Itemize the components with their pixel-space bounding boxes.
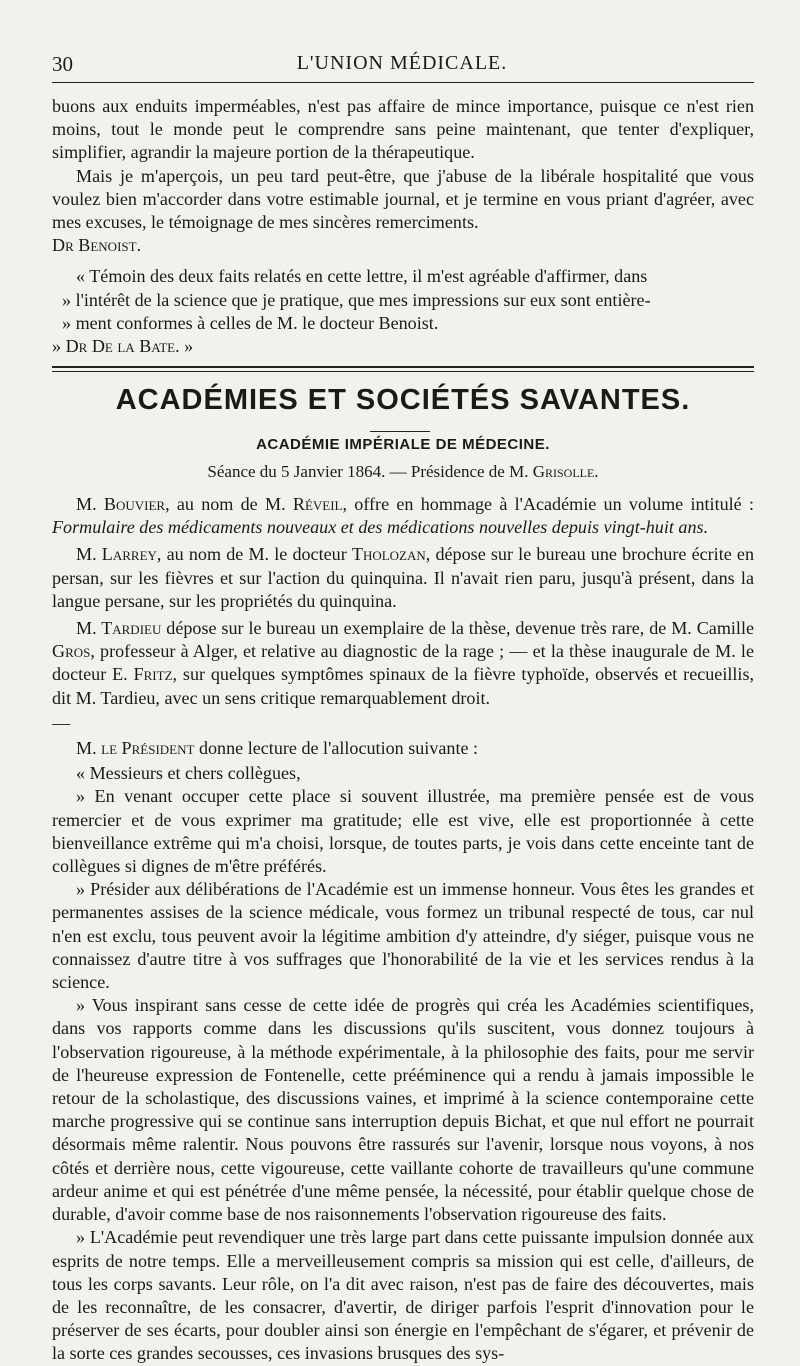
subtitle-rule [370, 431, 430, 432]
testimony-block [52, 265, 754, 358]
letter-paragraph-1: buons aux enduits imperméables, n'est pas affaire de mince importance, puisque ce n'est rien moins, tout le monde peut le comprendre sans peine maintenant, que tenter d'expliquer, simplifier, agrandir la majeure portion de la thérapeutique. [52, 96, 754, 163]
tholozan-name: Tholozan [351, 544, 426, 565]
president-text: donne lecture de l'allocution suivante : [194, 738, 479, 759]
president-name: M. le Président [76, 738, 195, 759]
testimony-line-1: « Témoin des deux faits relatés en cette lettre, il m'est agréable d'affirmer, dans [76, 266, 648, 287]
larrey-text-a: , au nom de M. le docteur [156, 544, 352, 565]
testimony-signature: » Dr De la Bate. » [52, 336, 194, 357]
reveil-name: Réveil [292, 494, 343, 514]
testimony-line-3: » ment conformes à celles de M. le docteur Benoist. [62, 312, 439, 333]
signature-name: Benoist. [78, 235, 142, 256]
bouvier-name: M. Bouvier [76, 494, 166, 514]
letter-block [52, 95, 754, 358]
tardieu-text-c: , sur quelques symptômes spinaux de la fièvre typhoïde, observés et recueillis, dit M. Tardieu, avec un sens critique remarquablement droit. [52, 664, 755, 708]
speech-paragraph-3: » Vous inspirant sans cesse de cette idée de progrès qui créa les Académies scientifiques, dans vos rapports comme dans les discussions qu'ils suscitent, vous donnez toujours à l'observation rigoureuse, à la méthode expérimentale, à la philosophie des faits, pour me servir de l'heureuse expression de Fontenelle, cette prééminence qui a rendu à jamais impossible le retour de la scholastique, des discussions vaines, et imprimé à la science contemporaine cette marche progressive qui se continue sans interruption depuis Bichat, et que nul effort ne pourrait désormais même ralentir. Nous pouvons être rassurés sur l'avenir, lorsque nous voyons, à nos côtés et derrière nous, cette vigoureuse, cette vaillante cohorte de travailleurs qu'une commune ardeur anime et qui est pénétrée d'une même pensée, la nécessité, pour établir quelque chose de durable, d'avoir comme base de nos raisonnements l'observation rigoureuse des faits. [52, 995, 754, 1225]
tardieu-text-b: , professeur à Alger, et relative au diagnostic de la rage ; — et la thèse inaugurale de M. le docteur [52, 641, 754, 685]
larrey-text-b: , dépose sur le bureau une brochure écrite en persan, sur les fièvres et sur l'action du quinquina. Il n'avait rien paru, jusqu'à présent, dans la langue persane, sur les propriétés du quinquina. [52, 544, 755, 611]
bouvier-paragraph [52, 493, 754, 539]
speech-paragraph-1: » En venant occuper cette place si souvent illustrée, ma première pensée est de vous remercier et de vous exprimer ma gratitude; elle est vive, elle est proportionnée à cette bienveillance extrême qui m'a choisi, lorsque, de toutes parts, je vois dans cette enceinte tant de collègues si dignes de m'être préférés. [52, 786, 754, 877]
header-rule [52, 82, 754, 83]
journal-title: L'UNION MÉDICALE. [296, 52, 508, 74]
minutes-block [52, 493, 754, 1366]
bouvier-text-a: , au nom de M. [165, 494, 293, 514]
speech-salutation: « Messieurs et chers collègues, [76, 763, 301, 784]
president-paragraph [52, 737, 754, 760]
gros-name: Gros [52, 641, 91, 662]
section-rule-bottom [52, 371, 754, 372]
separator-dash: — [52, 712, 71, 733]
bouvier-text-b: , offre en hommage à l'Académie un volume intitulé : [342, 494, 754, 514]
section-title: ACADÉMIES ET SOCIÉTÉS SAVANTES. [115, 384, 691, 416]
speech-paragraph-2: » Présider aux délibérations de l'Académie est un immense honneur. Vous êtes les grandes et permanentes assises de la science médicale, vous formez un tribunal respecté de tous, car nul n'en est exclu, tous peuvent avoir la légitime ambition d'y atteindre, d'y siéger, puisque vous ne connaissez d'autre titre à vos suffrages que l'honorabilité de la vie et les services rendus à la science. [52, 879, 754, 993]
running-header [52, 52, 752, 78]
fritz-name: E. Fritz [112, 664, 173, 685]
book-title: Formulaire des médicaments nouveaux et des médications nouvelles depuis vingt-huit ans. [52, 517, 709, 538]
tardieu-paragraph [52, 617, 754, 710]
section-rule-top [52, 366, 754, 368]
tardieu-text-a: dépose sur le bureau un exemplaire de la thèse, devenue très rare, de M. Camille [161, 618, 754, 639]
signature-prefix: Dr [52, 235, 74, 256]
session-prefix: Séance du 5 Janvier 1864. — Présidence de M. [207, 462, 529, 481]
speech-paragraph-4: » L'Académie peut revendiquer une très large part dans cette puissante impulsion donnée aux esprits de notre temps. Elle a merveilleusement compris sa mission qui est celle, d'ailleurs, de tous les corps savants. Leur rôle, on l'a dit avec raison, n'est pas de faire des découvertes, mais de les reconnaître, de les consacrer, d'avertir, de diriger parfois l'esprit d'innovation pour le préserver de ses écarts, pour doubler ainsi son énergie en l'empêchant de s'égarer, et prévenir de la sorte ces grandes secousses, ces invasions brusques des sys- [52, 1227, 754, 1364]
page-number: 30 [52, 52, 73, 76]
session-president: Grisolle. [532, 462, 599, 481]
letter-signature [52, 234, 754, 257]
academy-subtitle: ACADÉMIE IMPÉRIALE DE MÉDECINE. [256, 436, 550, 453]
larrey-name: M. Larrey [76, 544, 157, 565]
letter-paragraph-2: Mais je m'aperçois, un peu tard peut-être, que j'abuse de la libérale hospitalité que vous voulez bien m'accorder dans votre estimable journal, et je termine en vous priant d'agréer, avec mes excuses, le témoignage de mes sincères remerciments. [52, 165, 754, 233]
larrey-paragraph [52, 543, 754, 613]
session-line [52, 462, 754, 482]
testimony-line-2: » l'intérêt de la science que je pratique, que mes impressions sur eux sont entière- [62, 289, 651, 310]
tardieu-name: M. Tardieu [76, 618, 162, 639]
speech-block [52, 762, 754, 1365]
